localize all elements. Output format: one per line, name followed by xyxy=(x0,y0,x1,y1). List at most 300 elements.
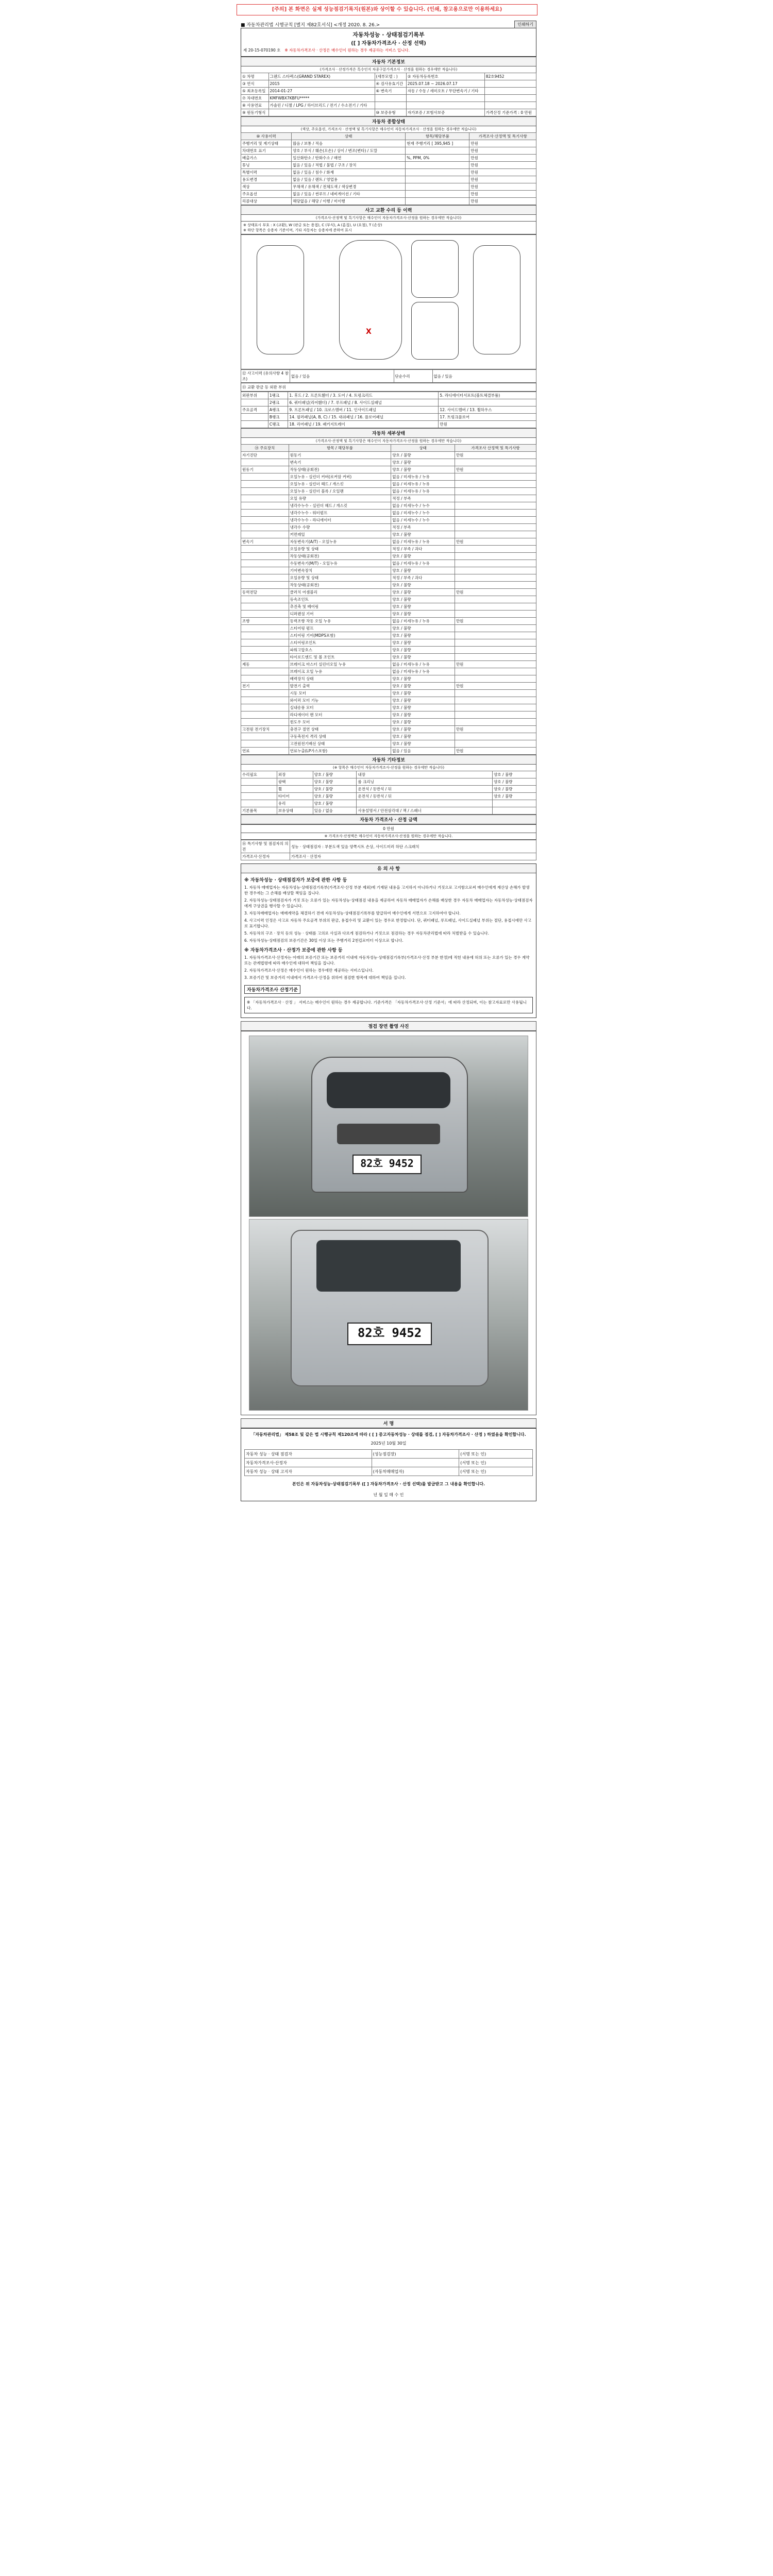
parts-row-cell: 14. 필러패널(A, B, C) / 15. 대쉬패널 / 16. 플로어패널 xyxy=(288,414,439,421)
detail-row-cell: 양호 / 불량 xyxy=(391,704,455,711)
detail-row-cell: 자동변속기(A/T) - 오일누유 xyxy=(289,538,391,546)
photos-head: 점검 장면 촬영 사진 xyxy=(241,1021,536,1031)
detail-row-cell: 고전원전기배선 상태 xyxy=(289,740,391,748)
price-head: 자동차 가격조사 · 산정 금액 xyxy=(241,815,536,824)
status-row-cell: 없음 / 있음 / 침수 / 화재 xyxy=(292,169,406,176)
parts-row-cell: 5. 라디에이터서포트(볼트체결부품) xyxy=(439,392,536,399)
detail-row-cell: 양호 / 불량 xyxy=(391,683,455,690)
parts-row-cell: 만원 xyxy=(439,421,536,428)
detail-row-cell: 라디에이터 팬 모터 xyxy=(289,711,391,719)
accident-history-table xyxy=(241,369,536,383)
status-row-cell xyxy=(406,176,469,183)
detail-row-cell xyxy=(241,697,289,704)
etc-row-cell: 보유상태 xyxy=(277,807,313,815)
parts-row xyxy=(241,414,536,421)
detail-row-cell: 충전구 절연 상태 xyxy=(289,726,391,733)
detail-row-cell: 양호 / 불량 xyxy=(391,466,455,473)
detail-row-cell: 양호 / 불량 xyxy=(391,567,455,574)
parts-row-cell: C랭크 xyxy=(268,421,288,428)
detail-row xyxy=(241,517,536,524)
sign-section xyxy=(241,1428,536,1501)
etc-row-cell xyxy=(241,778,277,786)
serial-note: ※ 자동차가격조사 · 산정은 매수인이 원하는 경우 제공하는 서비스 입니다. xyxy=(284,48,410,53)
price-value: 0 만원 xyxy=(383,826,394,831)
notice-subhead-2: ※ 자동차가격조사 · 산정가 보증에 관한 사항 등 xyxy=(244,948,343,953)
etc-row xyxy=(241,771,536,778)
sign-row xyxy=(245,1459,533,1467)
detail-row-cell: 양호 / 불량 xyxy=(391,740,455,748)
detail-row-cell: 만원 xyxy=(455,538,536,546)
basic-row xyxy=(241,80,536,88)
detail-row-cell xyxy=(241,596,289,603)
basic-row-cell: (세부모델 : ) xyxy=(375,73,406,80)
detail-row-cell xyxy=(241,654,289,661)
status-row xyxy=(241,140,536,147)
sign-row-cell: (성능점검장) xyxy=(372,1450,459,1459)
detail-row xyxy=(241,531,536,538)
accident-q2-value: 없음 / 있음 xyxy=(432,370,536,383)
notice-subhead: ※ 자동차성능 · 상태점검자가 보증에 관한 사항 등 xyxy=(244,878,347,883)
title-box xyxy=(241,28,536,57)
detail-row-cell: 없음 / 미세누유 / 누유 xyxy=(391,560,455,567)
detail-row-cell xyxy=(455,603,536,611)
accident-legend: ※ 상태표시 부호 : X (교환), W (판금 또는 용접), C (부식), A (흠집), U (요철), T (손상) xyxy=(243,223,382,227)
detail-row-cell xyxy=(241,711,289,719)
detail-row xyxy=(241,704,536,711)
detail-row-cell: 양호 / 불량 xyxy=(391,625,455,632)
detail-row-cell: 양호 / 불량 xyxy=(391,582,455,589)
detail-row-cell: 브레이크 오일 누유 xyxy=(289,668,391,675)
basic-table xyxy=(241,73,536,116)
detail-row xyxy=(241,683,536,690)
detail-row-cell: 없음 / 미세누수 / 누수 xyxy=(391,517,455,524)
detail-row xyxy=(241,495,536,502)
special-value-2: 가격조사 · 산정자 xyxy=(290,853,536,860)
detail-row xyxy=(241,748,536,755)
special-label-2: 가격조사·산정자 xyxy=(241,853,290,860)
detail-row xyxy=(241,719,536,726)
etc-row xyxy=(241,807,536,815)
parts-row-cell: 17. 트렁크플로어 xyxy=(439,414,536,421)
detail-row-cell: 조향 xyxy=(241,618,289,625)
detail-row-cell xyxy=(455,567,536,574)
status-row-cell: 현재 주행거리 [ 395,945 ] xyxy=(406,140,469,147)
status-row xyxy=(241,198,536,205)
basic-row-cell: ⑧ 사용연료 xyxy=(241,102,269,109)
detail-row-cell: 양호 / 불량 xyxy=(391,603,455,611)
parts-row-cell: 2랭크 xyxy=(268,399,288,406)
form-header: ■ 자동차관리법 시행규칙 [별지 제82호서식] <개정 2020. 8. 26.> xyxy=(241,22,380,28)
detail-row-cell xyxy=(241,647,289,654)
detail-row-cell: 동력조향 작동 오일 누유 xyxy=(289,618,391,625)
basic-row-cell: ⑦ 차대번호 xyxy=(241,95,269,102)
rear-photo xyxy=(249,1219,528,1411)
basic-row-cell: ⑨ 원동기형식 xyxy=(241,109,269,116)
detail-row-cell xyxy=(455,488,536,495)
etc-note: (※ 항목은 매수인이 자동차가격조사·산정을 원하는 경우에만 적습니다) xyxy=(241,765,536,771)
detail-row-cell: 양호 / 불량 xyxy=(391,452,455,459)
car-left-view xyxy=(257,245,304,354)
detail-col: 상태 xyxy=(391,445,455,452)
basic-row-cell: 가격산정 기준가격 : 0 만원 xyxy=(484,109,536,116)
detail-row-cell: 없음 / 미세누유 / 누유 xyxy=(391,668,455,675)
parts-row-cell: A랭크 xyxy=(268,406,288,414)
detail-row-cell: 실내송풍 모터 xyxy=(289,704,391,711)
detail-row-cell: 변속기 xyxy=(241,538,289,546)
detail-row-cell: 오일누유 - 실린더 헤드 / 개스킷 xyxy=(289,481,391,488)
status-row-cell: 주행거리 및 계기상태 xyxy=(241,140,292,147)
detail-row-cell xyxy=(455,517,536,524)
detail-row-cell xyxy=(455,553,536,560)
status-row-cell: 만원 xyxy=(469,169,536,176)
detail-row-cell xyxy=(241,675,289,683)
accident-note: (가격조사·산정액 및 특기사항은 매수인이 자동차가격조사·산정을 원하는 경우에만 적습니다) xyxy=(241,215,536,221)
detail-row-cell xyxy=(455,546,536,553)
detail-row-cell: 양호 / 불량 xyxy=(391,459,455,466)
grille xyxy=(337,1124,440,1144)
etc-row-cell xyxy=(357,800,493,807)
parts-row-cell: 외판부위 xyxy=(241,392,268,399)
detail-row-cell xyxy=(455,711,536,719)
detail-row-cell: 브레이크 마스터 실린더오일 누유 xyxy=(289,661,391,668)
basic-head: 자동차 기본정보 xyxy=(241,57,536,66)
detail-row xyxy=(241,466,536,473)
basic-row-cell: ④ 검사유효기간 xyxy=(375,80,406,88)
detail-row-cell xyxy=(455,582,536,589)
status-row xyxy=(241,147,536,155)
basic-row-cell: ③ 연식 xyxy=(241,80,269,88)
detail-row-cell: 만원 xyxy=(455,618,536,625)
detail-row xyxy=(241,553,536,560)
detail-row xyxy=(241,510,536,517)
basic-row-cell: ② 자동차등록번호 xyxy=(406,73,484,80)
etc-row-cell: 양호 / 불량 xyxy=(493,771,536,778)
basic-row-cell xyxy=(484,102,536,109)
detail-head: 자동차 세부상태 xyxy=(241,428,536,438)
parts-row-cell xyxy=(241,414,268,421)
detail-row-cell xyxy=(241,546,289,553)
detail-row-cell: 없음 / 미세누유 / 누유 xyxy=(391,473,455,481)
detail-row-cell: 없음 / 미세누유 / 누유 xyxy=(391,481,455,488)
sign-row xyxy=(245,1467,533,1476)
detail-row-cell xyxy=(455,668,536,675)
detail-row xyxy=(241,582,536,589)
detail-row xyxy=(241,488,536,495)
notice-standard: ※ 「자동차가격조사 · 산정 」 서비스는 매수인이 원하는 경우 제공합니다. 기준가격은 「자동차가격조사·산정 기준서」에 따라 산정되며, 이는 참고자료로만 사용됩니다. xyxy=(244,997,533,1013)
detail-row-cell: 적정 / 부족 / 과다 xyxy=(391,574,455,582)
detail-row-cell xyxy=(241,690,289,697)
detail-row-cell xyxy=(241,704,289,711)
sign-row-cell: 자동차가격조사·산정자 xyxy=(245,1459,372,1467)
detail-row-cell: 양호 / 불량 xyxy=(391,675,455,683)
status-row-cell xyxy=(406,147,469,155)
detail-row-cell: 양호 / 불량 xyxy=(391,697,455,704)
status-col: 상태 xyxy=(292,133,406,140)
parts-row xyxy=(241,406,536,414)
detail-row xyxy=(241,574,536,582)
detail-row xyxy=(241,711,536,719)
status-row-cell: 만원 xyxy=(469,183,536,191)
detail-row-cell: 양호 / 불량 xyxy=(391,711,455,719)
detail-row-cell xyxy=(241,668,289,675)
detail-row-cell: 변속기 xyxy=(289,459,391,466)
basic-row-cell: 82호9452 xyxy=(484,73,536,80)
detail-row-cell: 만원 xyxy=(455,661,536,668)
notice-item: 2. 자동차성능·상태점검자가 거짓 또는 오류가 있는 자동차성능·상태점검 내용을 제공하여 자동차 매매업자가 손해를 배상한 경우 자동차 매매업자는 자동차성능·상태점검자에게 구상권을 행사할 수 있습니다. xyxy=(244,898,533,908)
detail-row-cell xyxy=(241,553,289,560)
detail-row-cell xyxy=(241,531,289,538)
detail-row-cell xyxy=(455,531,536,538)
etc-row-cell: 양호 / 불량 xyxy=(313,786,357,793)
detail-row xyxy=(241,473,536,481)
car-top-view xyxy=(339,240,402,360)
detail-row-cell: 추진축 및 베어링 xyxy=(289,603,391,611)
basic-row-cell xyxy=(406,95,484,102)
status-row-cell: 해당없음 / 해당 / 이행 / 미이행 xyxy=(292,198,406,205)
photos-section xyxy=(241,1031,536,1415)
status-row-cell: 무채색 / 유채색 / 전체도색 / 색상변경 xyxy=(292,183,406,191)
detail-row-cell: 양호 / 불량 xyxy=(391,719,455,726)
etc-row-cell: 휠 xyxy=(277,786,313,793)
detail-row xyxy=(241,740,536,748)
detail-row xyxy=(241,726,536,733)
serial-number: 제 20-15-070190 호 xyxy=(243,48,281,53)
detail-row xyxy=(241,524,536,531)
detail-row-cell xyxy=(241,459,289,466)
etc-row-cell xyxy=(493,800,536,807)
sign-foot-2: 년 월 일 매 수 인 xyxy=(373,1493,404,1497)
detail-row-cell: 냉각수누수 - 라디에이터 xyxy=(289,517,391,524)
status-row-cell: 일산화탄소 / 탄화수소 / 매연 xyxy=(292,155,406,162)
detail-row xyxy=(241,481,536,488)
detail-row-cell xyxy=(241,567,289,574)
basic-row xyxy=(241,109,536,116)
parts-row-cell: 6. 쿼터패널(리어휀더) / 7. 루프패널 / 8. 사이드실패널 xyxy=(288,399,439,406)
parts-table xyxy=(241,392,536,428)
detail-row xyxy=(241,733,536,740)
detail-row-cell: 제동 xyxy=(241,661,289,668)
detail-row-cell xyxy=(241,639,289,647)
detail-note: (가격조사·산정액 및 특기사항은 매수인이 자동차가격조사·산정을 원하는 경우에만 적습니다) xyxy=(241,438,536,444)
etc-row-cell: 유리 xyxy=(277,800,313,807)
parts-row-cell: 주요골격 xyxy=(241,406,268,414)
parts-row xyxy=(241,399,536,406)
detail-row-cell xyxy=(455,524,536,531)
status-row xyxy=(241,162,536,169)
detail-row-cell: 등속조인트 xyxy=(289,596,391,603)
basic-row-cell: 가솔린 / 디젤 / LPG / 하이브리드 / 전기 / 수소전기 / 기타 xyxy=(268,102,375,109)
detail-row xyxy=(241,567,536,574)
notice-item: 3. 자동차매매업자는 매매계약을 체결하기 전에 자동차성능·상태점검기록부를 발급하여 매수인에게 서면으로 고지하여야 합니다. xyxy=(244,911,461,916)
basic-row-cell: 2015 xyxy=(268,80,375,88)
parts-row-cell: 18. 리어패널 / 19. 패키지트레이 xyxy=(288,421,439,428)
detail-row-cell xyxy=(455,733,536,740)
detail-row-cell: 양호 / 불량 xyxy=(391,596,455,603)
detail-row-cell xyxy=(455,502,536,510)
etc-row-cell: 양호 / 불량 xyxy=(493,778,536,786)
status-col: ⑩ 사용이력 xyxy=(241,133,292,140)
status-row-cell xyxy=(406,183,469,191)
detail-row-cell: 양호 / 불량 xyxy=(391,632,455,639)
etc-row-cell: 운전석 / 동반석 / 뒤 xyxy=(357,786,493,793)
status-row xyxy=(241,169,536,176)
detail-row-cell: 오일누유 - 실린더 블록 / 오일팬 xyxy=(289,488,391,495)
detail-col: 가격조사 산정액 및 특기사항 xyxy=(455,445,536,452)
status-col: 항목/해당부품 xyxy=(406,133,469,140)
detail-row-cell xyxy=(241,473,289,481)
detail-col: ⑭ 주요장치 xyxy=(241,445,289,452)
detail-row-cell: 양호 / 불량 xyxy=(391,654,455,661)
basic-row xyxy=(241,73,536,80)
status-row-cell: 만원 xyxy=(469,176,536,183)
parts-row xyxy=(241,392,536,399)
detail-row xyxy=(241,452,536,459)
basic-row xyxy=(241,88,536,95)
status-row-cell: 만원 xyxy=(469,155,536,162)
detail-row-cell: 양호 / 불량 xyxy=(391,639,455,647)
basic-row-cell: ⑥ 변속기 xyxy=(375,88,406,95)
etc-table xyxy=(241,771,536,815)
detail-row-cell: 냉각수누수 - 실린더 헤드 / 개스킷 xyxy=(289,502,391,510)
detail-row-cell: 양호 / 불량 xyxy=(391,589,455,596)
detail-row-cell: 윈도우 모터 xyxy=(289,719,391,726)
detail-row-cell: 없음 / 미세누유 / 누유 xyxy=(391,618,455,625)
etc-row-cell xyxy=(241,786,277,793)
status-row-cell: 만원 xyxy=(469,198,536,205)
detail-row-cell xyxy=(455,560,536,567)
basic-row-cell: ① 차명 xyxy=(241,73,269,80)
parts-row-cell: B랭크 xyxy=(268,414,288,421)
sign-date: 2025년 10월 30일 xyxy=(371,1441,407,1446)
etc-row-cell: 광택 xyxy=(277,778,313,786)
detail-row-cell: 만원 xyxy=(455,748,536,755)
detail-row-cell xyxy=(455,510,536,517)
detail-row-cell xyxy=(455,704,536,711)
detail-row xyxy=(241,596,536,603)
etc-row-cell: 양호 / 불량 xyxy=(493,786,536,793)
etc-row-cell xyxy=(241,793,277,800)
basic-row-cell xyxy=(406,102,484,109)
doc-subtitle: ([ ] 자동차가격조사 · 산정 선택) xyxy=(351,41,426,46)
detail-row-cell xyxy=(241,510,289,517)
notice-item: 6. 자동차성능·상태점검의 보증기간은 30일 이상 또는 주행거리 2천킬로미터 이상으로 합니다. xyxy=(244,938,404,943)
detail-row-cell xyxy=(455,625,536,632)
basic-row-cell: 그랜드 스타렉스(GRAND STAREX) xyxy=(268,73,375,80)
windshield xyxy=(327,1072,450,1108)
detail-row-cell xyxy=(241,719,289,726)
detail-row-cell: 발전기 출력 xyxy=(289,683,391,690)
detail-row-cell: 만원 xyxy=(455,466,536,473)
detail-row-cell: 만원 xyxy=(455,452,536,459)
detail-row xyxy=(241,611,536,618)
detail-row xyxy=(241,459,536,466)
status-row-cell: 만원 xyxy=(469,147,536,155)
detail-row-cell: 구동축전지 격리 상태 xyxy=(289,733,391,740)
detail-row xyxy=(241,639,536,647)
basic-row-cell: 자동 / 수동 / 세미오토 / 무단변속기 / 기타 xyxy=(406,88,484,95)
detail-row-cell xyxy=(455,697,536,704)
parts-row-cell: 9. 프론트패널 / 10. 크로스멤버 / 11. 인사이드패널 xyxy=(288,406,439,414)
etc-row xyxy=(241,786,536,793)
status-row-cell: 없음 / 있음 / 썬루프 / 네비게이션 / 기타 xyxy=(292,191,406,198)
etc-row xyxy=(241,800,536,807)
detail-row-cell: 양호 / 불량 xyxy=(391,611,455,618)
front-photo xyxy=(249,1036,528,1217)
basic-row-cell xyxy=(484,88,536,95)
etc-row-cell: 내장 xyxy=(357,771,493,778)
status-row xyxy=(241,155,536,162)
etc-row-cell: 양호 / 불량 xyxy=(493,793,536,800)
detail-row-cell: 파워고압호스 xyxy=(289,647,391,654)
detail-row-cell: 없음 / 미세누유 / 누유 xyxy=(391,488,455,495)
status-row xyxy=(241,183,536,191)
detail-row-cell: 오일 유량 xyxy=(289,495,391,502)
accident-q1: ⑫ 사고이력 (유의사항 4 참조) xyxy=(241,370,290,383)
detail-row-cell: 스티어링 펌프 xyxy=(289,625,391,632)
detail-row-cell xyxy=(455,719,536,726)
detail-row xyxy=(241,502,536,510)
parts-row-cell: 1랭크 xyxy=(268,392,288,399)
detail-row-cell xyxy=(241,733,289,740)
sign-row xyxy=(245,1450,533,1459)
car-front-view xyxy=(411,240,459,298)
car-right-view xyxy=(473,245,520,354)
detail-row-cell: 동력전달 xyxy=(241,589,289,596)
sign-head: 서 명 xyxy=(241,1418,536,1428)
etc-row-cell: 양호 / 불량 xyxy=(313,793,357,800)
etc-row-cell: 기본품목 xyxy=(241,807,277,815)
detail-row-cell: 양호 / 불량 xyxy=(391,531,455,538)
sign-text: 「자동차관리법」 제58조 및 같은 법 시행규칙 제120조에 따라 ( [ ] 중고자동차성능 · 상태를 점검, [ ] 자동차가격조사 · 산정 ) 하였음을 확인합니다. xyxy=(251,1432,526,1437)
print-button[interactable]: 인쇄하기 xyxy=(514,21,536,28)
detail-row-cell: 오일유량 및 상태 xyxy=(289,546,391,553)
parts-row-cell xyxy=(439,399,536,406)
detail-row xyxy=(241,589,536,596)
detail-row-cell: 기어변속장치 xyxy=(289,567,391,574)
detail-row-cell: 타이로드엔드 및 볼 조인트 xyxy=(289,654,391,661)
etc-row-cell: 사용설명서 / 안전삼각대 / 잭 / 스패너 xyxy=(357,807,493,815)
etc-row-cell: 외장 xyxy=(277,771,313,778)
detail-row-cell xyxy=(455,690,536,697)
detail-row-cell xyxy=(241,574,289,582)
detail-row xyxy=(241,661,536,668)
sign-row-cell: (서명 또는 인) xyxy=(459,1467,533,1476)
etc-row-cell: 양호 / 불량 xyxy=(313,800,357,807)
detail-row-cell: 작동상태(공회전) xyxy=(289,553,391,560)
status-row-cell: 만원 xyxy=(469,191,536,198)
status-row-cell: 만원 xyxy=(469,162,536,169)
sign-row-cell: (자동차매매업자) xyxy=(372,1467,459,1476)
etc-row-cell: 있음 / 없음 xyxy=(313,807,357,815)
accident-head: 사고 교환 수리 등 이력 xyxy=(241,205,536,215)
detail-row-cell xyxy=(241,524,289,531)
detail-row-cell: 클러치 어셈블리 xyxy=(289,589,391,596)
accident-legend-2: ※ 하단 항목은 승용차 기준이며, 기타 자동차는 승용차에 준하여 표시 xyxy=(243,228,352,232)
car-diagram xyxy=(241,234,536,369)
status-row-cell: 리콜대상 xyxy=(241,198,292,205)
status-row-cell xyxy=(406,162,469,169)
etc-head: 자동차 기타정보 xyxy=(241,755,536,765)
detail-row-cell: 양호 / 불량 xyxy=(391,733,455,740)
special-label: ⑯ 특기사항 및 점검자의 의견 xyxy=(241,840,290,853)
detail-col: 항목 / 해당부품 xyxy=(289,445,391,452)
detail-row-cell: 적정 / 부족 xyxy=(391,524,455,531)
parts-row xyxy=(241,421,536,428)
detail-row-cell: 양호 / 불량 xyxy=(391,553,455,560)
detail-row-cell xyxy=(455,596,536,603)
status-row-cell: 용도변경 xyxy=(241,176,292,183)
etc-row-cell xyxy=(241,800,277,807)
